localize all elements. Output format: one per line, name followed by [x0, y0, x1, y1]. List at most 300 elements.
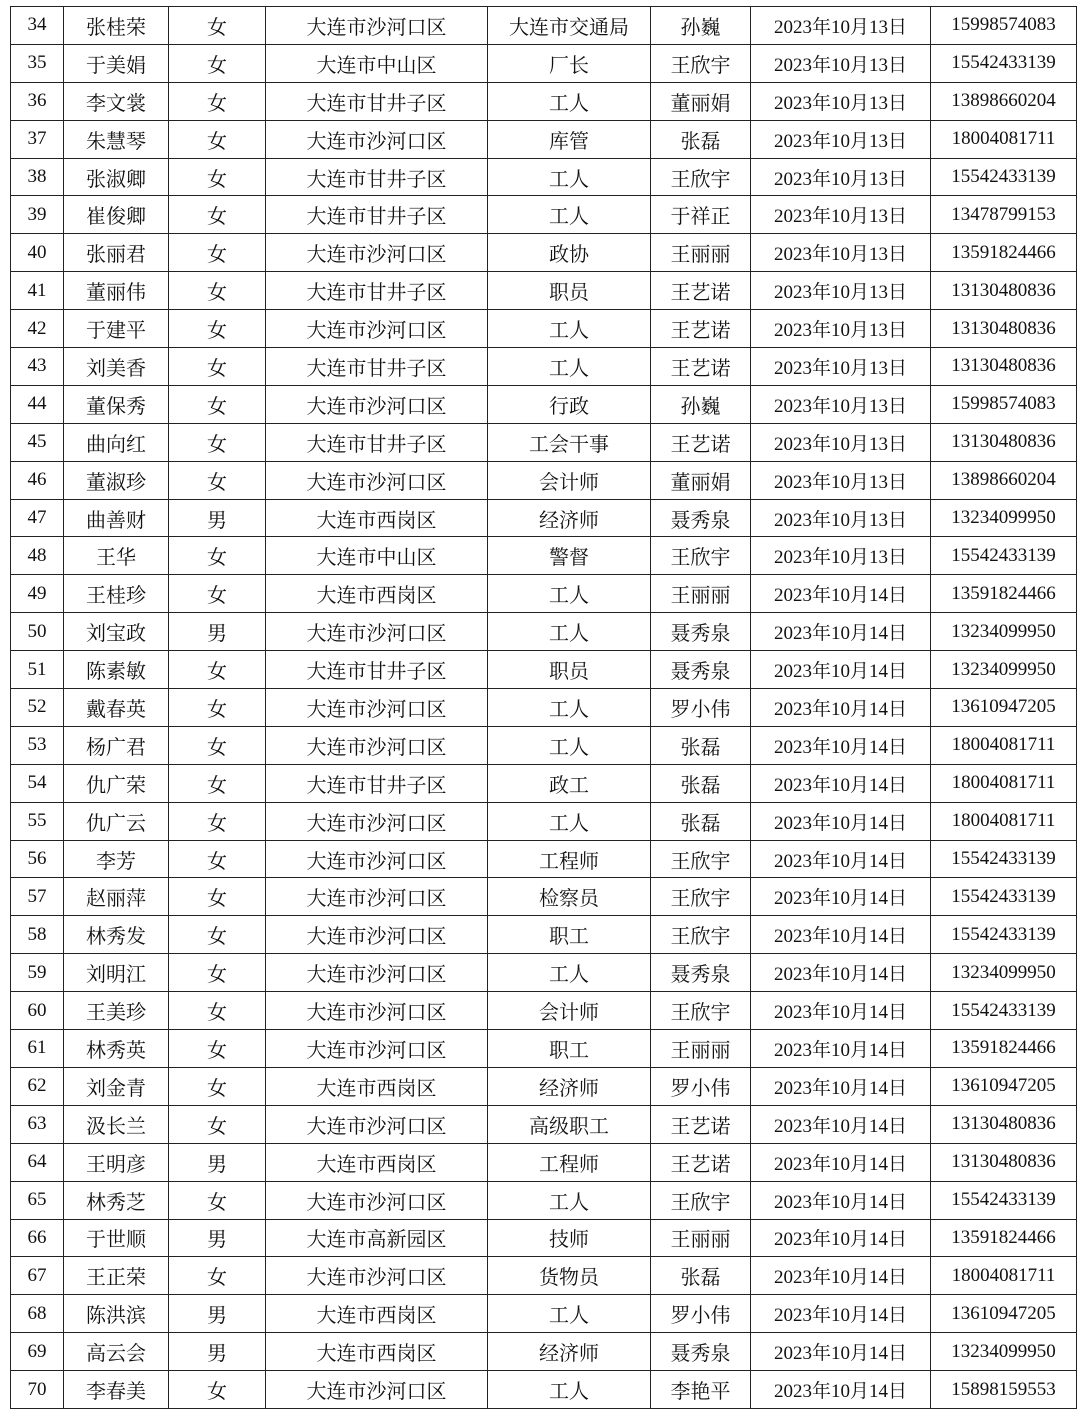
table-row: [11, 196, 1077, 234]
occupation-cell: 经济师: [488, 1333, 651, 1371]
table-row: [11, 613, 1077, 651]
table-row: [11, 272, 1077, 310]
name-cell: 董丽伟: [64, 272, 169, 310]
table-row: [11, 651, 1077, 689]
gender-cell: 女: [169, 840, 266, 878]
district-cell: 大连市西岗区: [266, 499, 488, 537]
gender-cell: 女: [169, 1181, 266, 1219]
phone-cell: 13898660204: [931, 461, 1077, 499]
gender-cell: 女: [169, 461, 266, 499]
contact-person-cell: 王欣宇: [651, 878, 751, 916]
table-row: [11, 1030, 1077, 1068]
phone-cell: 13898660204: [931, 82, 1077, 120]
phone-cell: 13591824466: [931, 575, 1077, 613]
date-cell: 2023年10月14日: [751, 1257, 931, 1295]
district-cell: 大连市高新园区: [266, 1219, 488, 1257]
occupation-cell: 会计师: [488, 461, 651, 499]
gender-cell: 女: [169, 764, 266, 802]
name-cell: 高云会: [64, 1333, 169, 1371]
date-cell: 2023年10月13日: [751, 310, 931, 348]
serial-number-cell: 39: [11, 196, 64, 234]
gender-cell: 女: [169, 1030, 266, 1068]
occupation-cell: 行政: [488, 385, 651, 423]
serial-number-cell: 53: [11, 726, 64, 764]
gender-cell: 男: [169, 1295, 266, 1333]
contact-person-cell: 聂秀泉: [651, 499, 751, 537]
gender-cell: 女: [169, 158, 266, 196]
phone-cell: 18004081711: [931, 802, 1077, 840]
gender-cell: 女: [169, 196, 266, 234]
phone-cell: 13610947205: [931, 1295, 1077, 1333]
serial-number-cell: 56: [11, 840, 64, 878]
table-row: [11, 1371, 1077, 1409]
district-cell: 大连市甘井子区: [266, 651, 488, 689]
date-cell: 2023年10月14日: [751, 1143, 931, 1181]
occupation-cell: 职员: [488, 272, 651, 310]
district-cell: 大连市甘井子区: [266, 764, 488, 802]
date-cell: 2023年10月14日: [751, 840, 931, 878]
district-cell: 大连市沙河口区: [266, 878, 488, 916]
contact-person-cell: 张磊: [651, 802, 751, 840]
phone-cell: 15542433139: [931, 992, 1077, 1030]
district-cell: 大连市沙河口区: [266, 120, 488, 158]
serial-number-cell: 57: [11, 878, 64, 916]
occupation-cell: 高级职工: [488, 1105, 651, 1143]
contact-person-cell: 王艺诺: [651, 1105, 751, 1143]
table-row: [11, 423, 1077, 461]
occupation-cell: 厂长: [488, 44, 651, 82]
gender-cell: 女: [169, 82, 266, 120]
serial-number-cell: 41: [11, 272, 64, 310]
phone-cell: 13610947205: [931, 689, 1077, 727]
table-row: [11, 1257, 1077, 1295]
occupation-cell: 技师: [488, 1219, 651, 1257]
district-cell: 大连市沙河口区: [266, 1030, 488, 1068]
table-body: [11, 7, 1077, 1409]
name-cell: 林秀芝: [64, 1181, 169, 1219]
serial-number-cell: 51: [11, 651, 64, 689]
serial-number-cell: 44: [11, 385, 64, 423]
date-cell: 2023年10月13日: [751, 196, 931, 234]
date-cell: 2023年10月13日: [751, 537, 931, 575]
table-row: [11, 44, 1077, 82]
phone-cell: 13234099950: [931, 613, 1077, 651]
contact-person-cell: 罗小伟: [651, 689, 751, 727]
contact-person-cell: 罗小伟: [651, 1067, 751, 1105]
gender-cell: 女: [169, 310, 266, 348]
occupation-cell: 工人: [488, 1295, 651, 1333]
occupation-cell: 工人: [488, 1181, 651, 1219]
phone-cell: 13130480836: [931, 1143, 1077, 1181]
name-cell: 崔俊卿: [64, 196, 169, 234]
date-cell: 2023年10月14日: [751, 1295, 931, 1333]
serial-number-cell: 50: [11, 613, 64, 651]
serial-number-cell: 47: [11, 499, 64, 537]
contact-person-cell: 孙巍: [651, 385, 751, 423]
occupation-cell: 货物员: [488, 1257, 651, 1295]
serial-number-cell: 63: [11, 1105, 64, 1143]
serial-number-cell: 58: [11, 916, 64, 954]
name-cell: 李春美: [64, 1371, 169, 1409]
table-row: [11, 234, 1077, 272]
district-cell: 大连市沙河口区: [266, 1371, 488, 1409]
occupation-cell: 工人: [488, 802, 651, 840]
district-cell: 大连市西岗区: [266, 1295, 488, 1333]
occupation-cell: 职工: [488, 916, 651, 954]
name-cell: 仇广云: [64, 802, 169, 840]
date-cell: 2023年10月13日: [751, 348, 931, 386]
gender-cell: 女: [169, 7, 266, 45]
gender-cell: 男: [169, 1143, 266, 1181]
name-cell: 汲长兰: [64, 1105, 169, 1143]
name-cell: 戴春英: [64, 689, 169, 727]
name-cell: 陈洪滨: [64, 1295, 169, 1333]
table-row: [11, 878, 1077, 916]
table-row: [11, 158, 1077, 196]
name-cell: 陈素敏: [64, 651, 169, 689]
occupation-cell: 政协: [488, 234, 651, 272]
district-cell: 大连市沙河口区: [266, 7, 488, 45]
table-row: [11, 689, 1077, 727]
district-cell: 大连市沙河口区: [266, 613, 488, 651]
district-cell: 大连市沙河口区: [266, 802, 488, 840]
name-cell: 王华: [64, 537, 169, 575]
date-cell: 2023年10月14日: [751, 916, 931, 954]
table-row: [11, 916, 1077, 954]
table-row: [11, 499, 1077, 537]
table-row: [11, 120, 1077, 158]
gender-cell: 男: [169, 1219, 266, 1257]
serial-number-cell: 59: [11, 954, 64, 992]
name-cell: 杨广君: [64, 726, 169, 764]
date-cell: 2023年10月14日: [751, 575, 931, 613]
contact-person-cell: 聂秀泉: [651, 1333, 751, 1371]
district-cell: 大连市沙河口区: [266, 1105, 488, 1143]
contact-person-cell: 罗小伟: [651, 1295, 751, 1333]
name-cell: 林秀英: [64, 1030, 169, 1068]
table-row: [11, 82, 1077, 120]
gender-cell: 女: [169, 689, 266, 727]
serial-number-cell: 43: [11, 348, 64, 386]
name-cell: 张桂荣: [64, 7, 169, 45]
serial-number-cell: 46: [11, 461, 64, 499]
name-cell: 仇广荣: [64, 764, 169, 802]
phone-cell: 13234099950: [931, 954, 1077, 992]
phone-cell: 13591824466: [931, 1219, 1077, 1257]
contact-person-cell: 张磊: [651, 120, 751, 158]
occupation-cell: 职员: [488, 651, 651, 689]
contact-person-cell: 王欣宇: [651, 1181, 751, 1219]
district-cell: 大连市沙河口区: [266, 385, 488, 423]
name-cell: 张淑卿: [64, 158, 169, 196]
serial-number-cell: 48: [11, 537, 64, 575]
gender-cell: 男: [169, 613, 266, 651]
date-cell: 2023年10月14日: [751, 1181, 931, 1219]
gender-cell: 女: [169, 1257, 266, 1295]
contact-person-cell: 聂秀泉: [651, 613, 751, 651]
date-cell: 2023年10月14日: [751, 689, 931, 727]
name-cell: 刘明江: [64, 954, 169, 992]
table-row: [11, 385, 1077, 423]
contact-person-cell: 李艳平: [651, 1371, 751, 1409]
phone-cell: 18004081711: [931, 726, 1077, 764]
occupation-cell: 工人: [488, 575, 651, 613]
contact-person-cell: 王欣宇: [651, 916, 751, 954]
date-cell: 2023年10月14日: [751, 802, 931, 840]
name-cell: 王正荣: [64, 1257, 169, 1295]
date-cell: 2023年10月14日: [751, 1333, 931, 1371]
contact-person-cell: 王艺诺: [651, 423, 751, 461]
name-cell: 林秀发: [64, 916, 169, 954]
contact-person-cell: 张磊: [651, 726, 751, 764]
occupation-cell: 工人: [488, 348, 651, 386]
occupation-cell: 经济师: [488, 1067, 651, 1105]
serial-number-cell: 66: [11, 1219, 64, 1257]
date-cell: 2023年10月14日: [751, 878, 931, 916]
occupation-cell: 工会干事: [488, 423, 651, 461]
gender-cell: 男: [169, 1333, 266, 1371]
date-cell: 2023年10月13日: [751, 499, 931, 537]
contact-person-cell: 王欣宇: [651, 44, 751, 82]
name-cell: 王美珍: [64, 992, 169, 1030]
name-cell: 赵丽萍: [64, 878, 169, 916]
occupation-cell: 职工: [488, 1030, 651, 1068]
document-page: [10, 6, 1076, 1409]
phone-cell: 13234099950: [931, 1333, 1077, 1371]
gender-cell: 女: [169, 992, 266, 1030]
serial-number-cell: 49: [11, 575, 64, 613]
serial-number-cell: 68: [11, 1295, 64, 1333]
name-cell: 于世顺: [64, 1219, 169, 1257]
district-cell: 大连市沙河口区: [266, 689, 488, 727]
name-cell: 张丽君: [64, 234, 169, 272]
occupation-cell: 工程师: [488, 840, 651, 878]
serial-number-cell: 69: [11, 1333, 64, 1371]
phone-cell: 15542433139: [931, 158, 1077, 196]
phone-cell: 13234099950: [931, 651, 1077, 689]
phone-cell: 13130480836: [931, 272, 1077, 310]
gender-cell: 女: [169, 120, 266, 158]
gender-cell: 女: [169, 1105, 266, 1143]
phone-cell: 15542433139: [931, 44, 1077, 82]
district-cell: 大连市甘井子区: [266, 423, 488, 461]
gender-cell: 女: [169, 1371, 266, 1409]
name-cell: 王明彦: [64, 1143, 169, 1181]
contact-person-cell: 王丽丽: [651, 234, 751, 272]
date-cell: 2023年10月14日: [751, 954, 931, 992]
name-cell: 李芳: [64, 840, 169, 878]
phone-cell: 13591824466: [931, 1030, 1077, 1068]
occupation-cell: 工人: [488, 82, 651, 120]
district-cell: 大连市西岗区: [266, 575, 488, 613]
date-cell: 2023年10月14日: [751, 726, 931, 764]
table-row: [11, 7, 1077, 45]
contact-person-cell: 王欣宇: [651, 992, 751, 1030]
name-cell: 董淑珍: [64, 461, 169, 499]
gender-cell: 女: [169, 575, 266, 613]
phone-cell: 18004081711: [931, 120, 1077, 158]
serial-number-cell: 45: [11, 423, 64, 461]
occupation-cell: 工人: [488, 1371, 651, 1409]
contact-person-cell: 董丽娟: [651, 82, 751, 120]
serial-number-cell: 52: [11, 689, 64, 727]
district-cell: 大连市甘井子区: [266, 158, 488, 196]
contact-person-cell: 王欣宇: [651, 158, 751, 196]
gender-cell: 女: [169, 802, 266, 840]
serial-number-cell: 35: [11, 44, 64, 82]
gender-cell: 女: [169, 348, 266, 386]
table-row: [11, 1181, 1077, 1219]
district-cell: 大连市西岗区: [266, 1143, 488, 1181]
occupation-cell: 检察员: [488, 878, 651, 916]
table-row: [11, 1295, 1077, 1333]
serial-number-cell: 40: [11, 234, 64, 272]
name-cell: 朱慧琴: [64, 120, 169, 158]
date-cell: 2023年10月13日: [751, 120, 931, 158]
district-cell: 大连市甘井子区: [266, 348, 488, 386]
table-row: [11, 840, 1077, 878]
gender-cell: 男: [169, 499, 266, 537]
serial-number-cell: 55: [11, 802, 64, 840]
district-cell: 大连市西岗区: [266, 1333, 488, 1371]
serial-number-cell: 67: [11, 1257, 64, 1295]
occupation-cell: 工人: [488, 310, 651, 348]
table-row: [11, 992, 1077, 1030]
occupation-cell: 大连市交通局: [488, 7, 651, 45]
phone-cell: 13130480836: [931, 1105, 1077, 1143]
phone-cell: 13130480836: [931, 423, 1077, 461]
table-row: [11, 1143, 1077, 1181]
gender-cell: 女: [169, 954, 266, 992]
contact-person-cell: 于祥正: [651, 196, 751, 234]
phone-cell: 15542433139: [931, 1181, 1077, 1219]
contact-person-cell: 王丽丽: [651, 1030, 751, 1068]
name-cell: 于美娟: [64, 44, 169, 82]
district-cell: 大连市中山区: [266, 44, 488, 82]
date-cell: 2023年10月14日: [751, 1067, 931, 1105]
phone-cell: 18004081711: [931, 764, 1077, 802]
contact-person-cell: 孙巍: [651, 7, 751, 45]
date-cell: 2023年10月13日: [751, 272, 931, 310]
occupation-cell: 政工: [488, 764, 651, 802]
date-cell: 2023年10月13日: [751, 158, 931, 196]
district-cell: 大连市甘井子区: [266, 272, 488, 310]
occupation-cell: 库管: [488, 120, 651, 158]
contact-person-cell: 聂秀泉: [651, 954, 751, 992]
contact-person-cell: 王丽丽: [651, 575, 751, 613]
contact-person-cell: 王艺诺: [651, 348, 751, 386]
occupation-cell: 工人: [488, 954, 651, 992]
phone-cell: 13478799153: [931, 196, 1077, 234]
district-cell: 大连市沙河口区: [266, 840, 488, 878]
occupation-cell: 工程师: [488, 1143, 651, 1181]
contact-person-cell: 董丽娟: [651, 461, 751, 499]
district-cell: 大连市沙河口区: [266, 234, 488, 272]
table-row: [11, 802, 1077, 840]
serial-number-cell: 42: [11, 310, 64, 348]
occupation-cell: 警督: [488, 537, 651, 575]
name-cell: 刘美香: [64, 348, 169, 386]
table-row: [11, 1067, 1077, 1105]
gender-cell: 女: [169, 878, 266, 916]
table-row: [11, 575, 1077, 613]
date-cell: 2023年10月13日: [751, 44, 931, 82]
serial-number-cell: 62: [11, 1067, 64, 1105]
occupation-cell: 工人: [488, 196, 651, 234]
district-cell: 大连市甘井子区: [266, 82, 488, 120]
table-row: [11, 537, 1077, 575]
contact-person-cell: 聂秀泉: [651, 651, 751, 689]
table-row: [11, 764, 1077, 802]
contact-person-cell: 王艺诺: [651, 272, 751, 310]
district-cell: 大连市沙河口区: [266, 726, 488, 764]
table-row: [11, 726, 1077, 764]
name-cell: 王桂珍: [64, 575, 169, 613]
phone-cell: 15898159553: [931, 1371, 1077, 1409]
phone-cell: 13591824466: [931, 234, 1077, 272]
phone-cell: 15542433139: [931, 537, 1077, 575]
name-cell: 刘金青: [64, 1067, 169, 1105]
district-cell: 大连市沙河口区: [266, 1181, 488, 1219]
contact-person-cell: 王丽丽: [651, 1219, 751, 1257]
gender-cell: 女: [169, 537, 266, 575]
serial-number-cell: 34: [11, 7, 64, 45]
date-cell: 2023年10月14日: [751, 613, 931, 651]
table-row: [11, 1219, 1077, 1257]
serial-number-cell: 38: [11, 158, 64, 196]
contact-person-cell: 张磊: [651, 1257, 751, 1295]
contact-person-cell: 王艺诺: [651, 1143, 751, 1181]
date-cell: 2023年10月14日: [751, 1105, 931, 1143]
date-cell: 2023年10月13日: [751, 423, 931, 461]
name-cell: 曲向红: [64, 423, 169, 461]
name-cell: 刘宝政: [64, 613, 169, 651]
gender-cell: 女: [169, 651, 266, 689]
gender-cell: 女: [169, 272, 266, 310]
gender-cell: 女: [169, 44, 266, 82]
serial-number-cell: 54: [11, 764, 64, 802]
name-cell: 曲善财: [64, 499, 169, 537]
phone-cell: 15542433139: [931, 916, 1077, 954]
serial-number-cell: 36: [11, 82, 64, 120]
serial-number-cell: 37: [11, 120, 64, 158]
serial-number-cell: 60: [11, 992, 64, 1030]
date-cell: 2023年10月13日: [751, 7, 931, 45]
table-row: [11, 461, 1077, 499]
district-cell: 大连市沙河口区: [266, 954, 488, 992]
district-cell: 大连市沙河口区: [266, 1257, 488, 1295]
phone-cell: 13130480836: [931, 348, 1077, 386]
table-row: [11, 310, 1077, 348]
date-cell: 2023年10月13日: [751, 385, 931, 423]
table-row: [11, 954, 1077, 992]
gender-cell: 女: [169, 423, 266, 461]
gender-cell: 女: [169, 234, 266, 272]
date-cell: 2023年10月13日: [751, 461, 931, 499]
phone-cell: 13130480836: [931, 310, 1077, 348]
date-cell: 2023年10月14日: [751, 992, 931, 1030]
table-row: [11, 1333, 1077, 1371]
district-cell: 大连市中山区: [266, 537, 488, 575]
occupation-cell: 工人: [488, 158, 651, 196]
serial-number-cell: 65: [11, 1181, 64, 1219]
phone-cell: 18004081711: [931, 1257, 1077, 1295]
district-cell: 大连市沙河口区: [266, 461, 488, 499]
date-cell: 2023年10月13日: [751, 82, 931, 120]
district-cell: 大连市沙河口区: [266, 916, 488, 954]
records-table: [10, 6, 1077, 1409]
date-cell: 2023年10月14日: [751, 651, 931, 689]
